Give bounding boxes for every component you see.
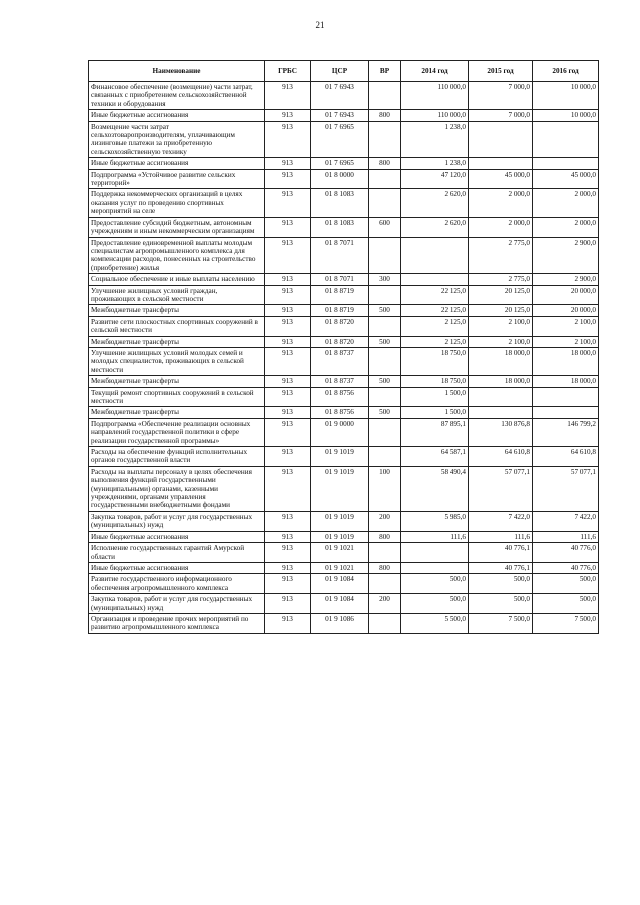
cell-2016: 2 900,0 xyxy=(533,274,599,285)
cell-2014: 110 000,0 xyxy=(401,82,469,110)
cell-vr: 500 xyxy=(369,376,401,387)
cell-vr: 600 xyxy=(369,217,401,237)
cell-name: Текущий ремонт спортивных сооружений в сельской местности xyxy=(89,387,265,407)
cell-name: Социальное обеспечение и иные выплаты населению xyxy=(89,274,265,285)
cell-name: Межбюджетные трансферты xyxy=(89,336,265,347)
cell-2015: 2 775,0 xyxy=(469,274,533,285)
header-grbs: ГРБС xyxy=(265,61,311,82)
cell-2016: 2 000,0 xyxy=(533,189,599,217)
cell-vr: 500 xyxy=(369,407,401,418)
cell-2015: 20 125,0 xyxy=(469,285,533,305)
cell-grbs: 913 xyxy=(265,613,311,633)
cell-2016: 2 000,0 xyxy=(533,217,599,237)
cell-csr: 01 7 6943 xyxy=(311,82,369,110)
cell-2016: 45 000,0 xyxy=(533,169,599,189)
cell-name: Предоставление субсидий бюджетным, автономным учреждениям и иным некоммерческим организациям xyxy=(89,217,265,237)
header-2015: 2015 год xyxy=(469,61,533,82)
cell-csr: 01 9 1021 xyxy=(311,543,369,563)
cell-name: Закупка товаров, работ и услуг для государственных (муниципальных) нужд xyxy=(89,594,265,614)
cell-2015: 40 776,1 xyxy=(469,543,533,563)
cell-2016: 500,0 xyxy=(533,594,599,614)
cell-grbs: 913 xyxy=(265,237,311,274)
cell-vr xyxy=(369,387,401,407)
header-vr: ВР xyxy=(369,61,401,82)
cell-name: Межбюджетные трансферты xyxy=(89,305,265,316)
cell-2016 xyxy=(533,387,599,407)
cell-name: Улучшение жилищных условий молодых семей и молодых специалистов, проживающих в сельской местности xyxy=(89,347,265,375)
cell-2014: 2 125,0 xyxy=(401,316,469,336)
cell-2014 xyxy=(401,237,469,274)
cell-2014: 18 750,0 xyxy=(401,347,469,375)
cell-2015: 500,0 xyxy=(469,574,533,594)
cell-2014: 22 125,0 xyxy=(401,285,469,305)
cell-vr xyxy=(369,237,401,274)
budget-table xyxy=(88,60,599,634)
cell-2016: 2 100,0 xyxy=(533,316,599,336)
cell-csr: 01 8 8719 xyxy=(311,305,369,316)
cell-csr: 01 9 1019 xyxy=(311,466,369,511)
cell-grbs: 913 xyxy=(265,110,311,121)
cell-csr: 01 9 1021 xyxy=(311,562,369,573)
cell-vr: 800 xyxy=(369,110,401,121)
cell-2016: 2 900,0 xyxy=(533,237,599,274)
cell-2014: 111,6 xyxy=(401,531,469,542)
cell-grbs: 913 xyxy=(265,316,311,336)
table-row xyxy=(89,158,599,169)
table-row xyxy=(89,574,599,594)
cell-name: Финансовое обеспечение (возмещение) части затрат, связанных с приобретением сельскохозяйственной техники и оборудования xyxy=(89,82,265,110)
table-row xyxy=(89,110,599,121)
cell-2014 xyxy=(401,562,469,573)
cell-csr: 01 8 8737 xyxy=(311,376,369,387)
header-csr: ЦСР xyxy=(311,61,369,82)
cell-csr: 01 9 1084 xyxy=(311,574,369,594)
cell-name: Исполнение государственных гарантий Амурской области xyxy=(89,543,265,563)
cell-vr xyxy=(369,121,401,158)
cell-grbs: 913 xyxy=(265,285,311,305)
cell-grbs: 913 xyxy=(265,376,311,387)
table-row xyxy=(89,418,599,446)
cell-2014: 500,0 xyxy=(401,574,469,594)
cell-2015: 130 876,8 xyxy=(469,418,533,446)
cell-2015 xyxy=(469,121,533,158)
cell-2014 xyxy=(401,543,469,563)
cell-vr: 800 xyxy=(369,158,401,169)
cell-grbs: 913 xyxy=(265,543,311,563)
header-2016: 2016 год xyxy=(533,61,599,82)
cell-2016 xyxy=(533,407,599,418)
cell-name: Расходы на выплаты персоналу в целях обеспечения выполнения функций государственными (муниципальными) органами, казенными учреждениями, органами управления государственными внебюджетными фондами xyxy=(89,466,265,511)
cell-2015: 7 000,0 xyxy=(469,110,533,121)
cell-grbs: 913 xyxy=(265,274,311,285)
cell-vr: 100 xyxy=(369,466,401,511)
cell-2016: 40 776,0 xyxy=(533,562,599,573)
cell-vr xyxy=(369,285,401,305)
cell-name: Иные бюджетные ассигнования xyxy=(89,562,265,573)
cell-vr: 800 xyxy=(369,562,401,573)
cell-csr: 01 9 1084 xyxy=(311,594,369,614)
cell-name: Иные бюджетные ассигнования xyxy=(89,158,265,169)
cell-grbs: 913 xyxy=(265,466,311,511)
table-row xyxy=(89,511,599,531)
cell-vr xyxy=(369,418,401,446)
cell-grbs: 913 xyxy=(265,562,311,573)
cell-2014: 1 238,0 xyxy=(401,158,469,169)
cell-2014: 2 620,0 xyxy=(401,189,469,217)
cell-2014: 87 895,1 xyxy=(401,418,469,446)
cell-csr: 01 9 1019 xyxy=(311,447,369,467)
cell-csr: 01 8 8737 xyxy=(311,347,369,375)
cell-name: Развитие сети плоскостных спортивных сооружений в сельской местности xyxy=(89,316,265,336)
cell-grbs: 913 xyxy=(265,407,311,418)
cell-2016: 10 000,0 xyxy=(533,82,599,110)
cell-2015: 18 000,0 xyxy=(469,347,533,375)
cell-name: Предоставление единовременной выплаты молодым специалистам агропромышленного комплекса для компенсации расходов, понесенных на строительство (приобретение) жилья xyxy=(89,237,265,274)
cell-2016 xyxy=(533,158,599,169)
table-row xyxy=(89,336,599,347)
table-row xyxy=(89,217,599,237)
cell-name: Возмещение части затрат сельхозтоваропроизводителям, уплачивающим лизинговые платежи за приобретенную сельскохозяйственную технику xyxy=(89,121,265,158)
cell-vr: 200 xyxy=(369,511,401,531)
cell-vr xyxy=(369,447,401,467)
table-row xyxy=(89,562,599,573)
cell-csr: 01 9 1086 xyxy=(311,613,369,633)
cell-name: Иные бюджетные ассигнования xyxy=(89,110,265,121)
cell-2014: 5 500,0 xyxy=(401,613,469,633)
table-row xyxy=(89,347,599,375)
cell-vr: 800 xyxy=(369,531,401,542)
cell-vr xyxy=(369,189,401,217)
cell-grbs: 913 xyxy=(265,511,311,531)
cell-grbs: 913 xyxy=(265,418,311,446)
table-row xyxy=(89,466,599,511)
cell-2015: 111,6 xyxy=(469,531,533,542)
table-row xyxy=(89,189,599,217)
cell-2014: 58 490,4 xyxy=(401,466,469,511)
table-row xyxy=(89,447,599,467)
cell-name: Межбюджетные трансферты xyxy=(89,407,265,418)
cell-grbs: 913 xyxy=(265,336,311,347)
table-row xyxy=(89,376,599,387)
cell-2016: 7 500,0 xyxy=(533,613,599,633)
table-row xyxy=(89,82,599,110)
cell-2016: 500,0 xyxy=(533,574,599,594)
cell-vr xyxy=(369,169,401,189)
cell-name: Иные бюджетные ассигнования xyxy=(89,531,265,542)
cell-2016: 2 100,0 xyxy=(533,336,599,347)
cell-2016: 146 799,2 xyxy=(533,418,599,446)
cell-name: Подпрограмма «Обеспечение реализации основных направлений государственной политики в сфере реализации государственной программы» xyxy=(89,418,265,446)
cell-2014: 47 120,0 xyxy=(401,169,469,189)
cell-2015 xyxy=(469,158,533,169)
cell-grbs: 913 xyxy=(265,387,311,407)
table-row xyxy=(89,316,599,336)
cell-grbs: 913 xyxy=(265,447,311,467)
table-row xyxy=(89,531,599,542)
cell-2015: 500,0 xyxy=(469,594,533,614)
cell-2016 xyxy=(533,121,599,158)
cell-2016: 64 610,8 xyxy=(533,447,599,467)
cell-name: Подпрограмма «Устойчивое развитие сельских территорий» xyxy=(89,169,265,189)
cell-2015: 45 000,0 xyxy=(469,169,533,189)
cell-2015: 2 000,0 xyxy=(469,217,533,237)
cell-name: Улучшение жилищных условий граждан, проживающих в сельской местности xyxy=(89,285,265,305)
table-row xyxy=(89,169,599,189)
cell-2015: 2 775,0 xyxy=(469,237,533,274)
cell-2016: 57 077,1 xyxy=(533,466,599,511)
table-row xyxy=(89,121,599,158)
cell-csr: 01 7 6965 xyxy=(311,158,369,169)
cell-vr: 200 xyxy=(369,594,401,614)
table-row xyxy=(89,237,599,274)
cell-2014: 1 500,0 xyxy=(401,387,469,407)
cell-grbs: 913 xyxy=(265,121,311,158)
cell-2015 xyxy=(469,387,533,407)
cell-2014: 18 750,0 xyxy=(401,376,469,387)
page-number: 21 xyxy=(315,20,325,30)
cell-2016: 111,6 xyxy=(533,531,599,542)
cell-2015: 7 422,0 xyxy=(469,511,533,531)
cell-vr xyxy=(369,347,401,375)
cell-csr: 01 9 1019 xyxy=(311,531,369,542)
cell-2014 xyxy=(401,274,469,285)
cell-2014: 1 238,0 xyxy=(401,121,469,158)
cell-2015: 2 100,0 xyxy=(469,336,533,347)
table-row xyxy=(89,543,599,563)
cell-2015 xyxy=(469,407,533,418)
cell-grbs: 913 xyxy=(265,531,311,542)
cell-2014: 64 587,1 xyxy=(401,447,469,467)
cell-2016: 20 000,0 xyxy=(533,285,599,305)
cell-csr: 01 7 6943 xyxy=(311,110,369,121)
table-header-row xyxy=(89,61,599,82)
header-name: Наименование xyxy=(89,61,265,82)
cell-2014: 5 985,0 xyxy=(401,511,469,531)
cell-grbs: 913 xyxy=(265,594,311,614)
cell-vr xyxy=(369,543,401,563)
cell-csr: 01 7 6965 xyxy=(311,121,369,158)
cell-vr: 500 xyxy=(369,305,401,316)
cell-2015: 2 000,0 xyxy=(469,189,533,217)
cell-2015: 57 077,1 xyxy=(469,466,533,511)
cell-2016: 7 422,0 xyxy=(533,511,599,531)
cell-csr: 01 8 1083 xyxy=(311,217,369,237)
cell-2015: 20 125,0 xyxy=(469,305,533,316)
cell-vr: 500 xyxy=(369,336,401,347)
cell-name: Закупка товаров, работ и услуг для государственных (муниципальных) нужд xyxy=(89,511,265,531)
cell-2015: 64 610,8 xyxy=(469,447,533,467)
cell-grbs: 913 xyxy=(265,82,311,110)
cell-name: Поддержка некоммерческих организаций в целях оказания услуг по проведению спортивных мероприятий на селе xyxy=(89,189,265,217)
table-row xyxy=(89,285,599,305)
cell-2015: 40 776,1 xyxy=(469,562,533,573)
cell-grbs: 913 xyxy=(265,347,311,375)
cell-vr xyxy=(369,574,401,594)
header-2014: 2014 год xyxy=(401,61,469,82)
cell-grbs: 913 xyxy=(265,189,311,217)
cell-csr: 01 8 1083 xyxy=(311,189,369,217)
table-row xyxy=(89,387,599,407)
cell-2016: 20 000,0 xyxy=(533,305,599,316)
cell-vr xyxy=(369,613,401,633)
table-row xyxy=(89,407,599,418)
cell-2014: 2 620,0 xyxy=(401,217,469,237)
cell-2016: 18 000,0 xyxy=(533,347,599,375)
table-row xyxy=(89,305,599,316)
cell-vr xyxy=(369,316,401,336)
cell-grbs: 913 xyxy=(265,169,311,189)
cell-csr: 01 8 0000 xyxy=(311,169,369,189)
cell-2015: 2 100,0 xyxy=(469,316,533,336)
table-row xyxy=(89,613,599,633)
cell-2016: 40 776,0 xyxy=(533,543,599,563)
cell-name: Расходы на обеспечение функций исполнительных органов государственной власти xyxy=(89,447,265,467)
cell-2015: 18 000,0 xyxy=(469,376,533,387)
table-body xyxy=(89,82,599,634)
cell-name: Организация и проведение прочих мероприятий по развитию агропромышленного комплекса xyxy=(89,613,265,633)
cell-csr: 01 8 8719 xyxy=(311,285,369,305)
cell-csr: 01 8 7071 xyxy=(311,274,369,285)
cell-grbs: 913 xyxy=(265,158,311,169)
cell-2014: 1 500,0 xyxy=(401,407,469,418)
cell-2014: 110 000,0 xyxy=(401,110,469,121)
cell-csr: 01 8 8720 xyxy=(311,336,369,347)
cell-vr xyxy=(369,82,401,110)
cell-vr: 300 xyxy=(369,274,401,285)
table-row xyxy=(89,594,599,614)
cell-grbs: 913 xyxy=(265,305,311,316)
cell-csr: 01 8 7071 xyxy=(311,237,369,274)
cell-csr: 01 8 8756 xyxy=(311,387,369,407)
cell-grbs: 913 xyxy=(265,217,311,237)
cell-2014: 2 125,0 xyxy=(401,336,469,347)
cell-2016: 18 000,0 xyxy=(533,376,599,387)
cell-grbs: 913 xyxy=(265,574,311,594)
table-row xyxy=(89,274,599,285)
cell-2015: 7 500,0 xyxy=(469,613,533,633)
cell-csr: 01 9 0000 xyxy=(311,418,369,446)
cell-2015: 7 000,0 xyxy=(469,82,533,110)
cell-2014: 500,0 xyxy=(401,594,469,614)
cell-csr: 01 8 8756 xyxy=(311,407,369,418)
cell-name: Межбюджетные трансферты xyxy=(89,376,265,387)
cell-name: Развитие государственного информационного обеспечения агропромышленного комплекса xyxy=(89,574,265,594)
cell-csr: 01 8 8720 xyxy=(311,316,369,336)
cell-2014: 22 125,0 xyxy=(401,305,469,316)
cell-csr: 01 9 1019 xyxy=(311,511,369,531)
cell-2016: 10 000,0 xyxy=(533,110,599,121)
